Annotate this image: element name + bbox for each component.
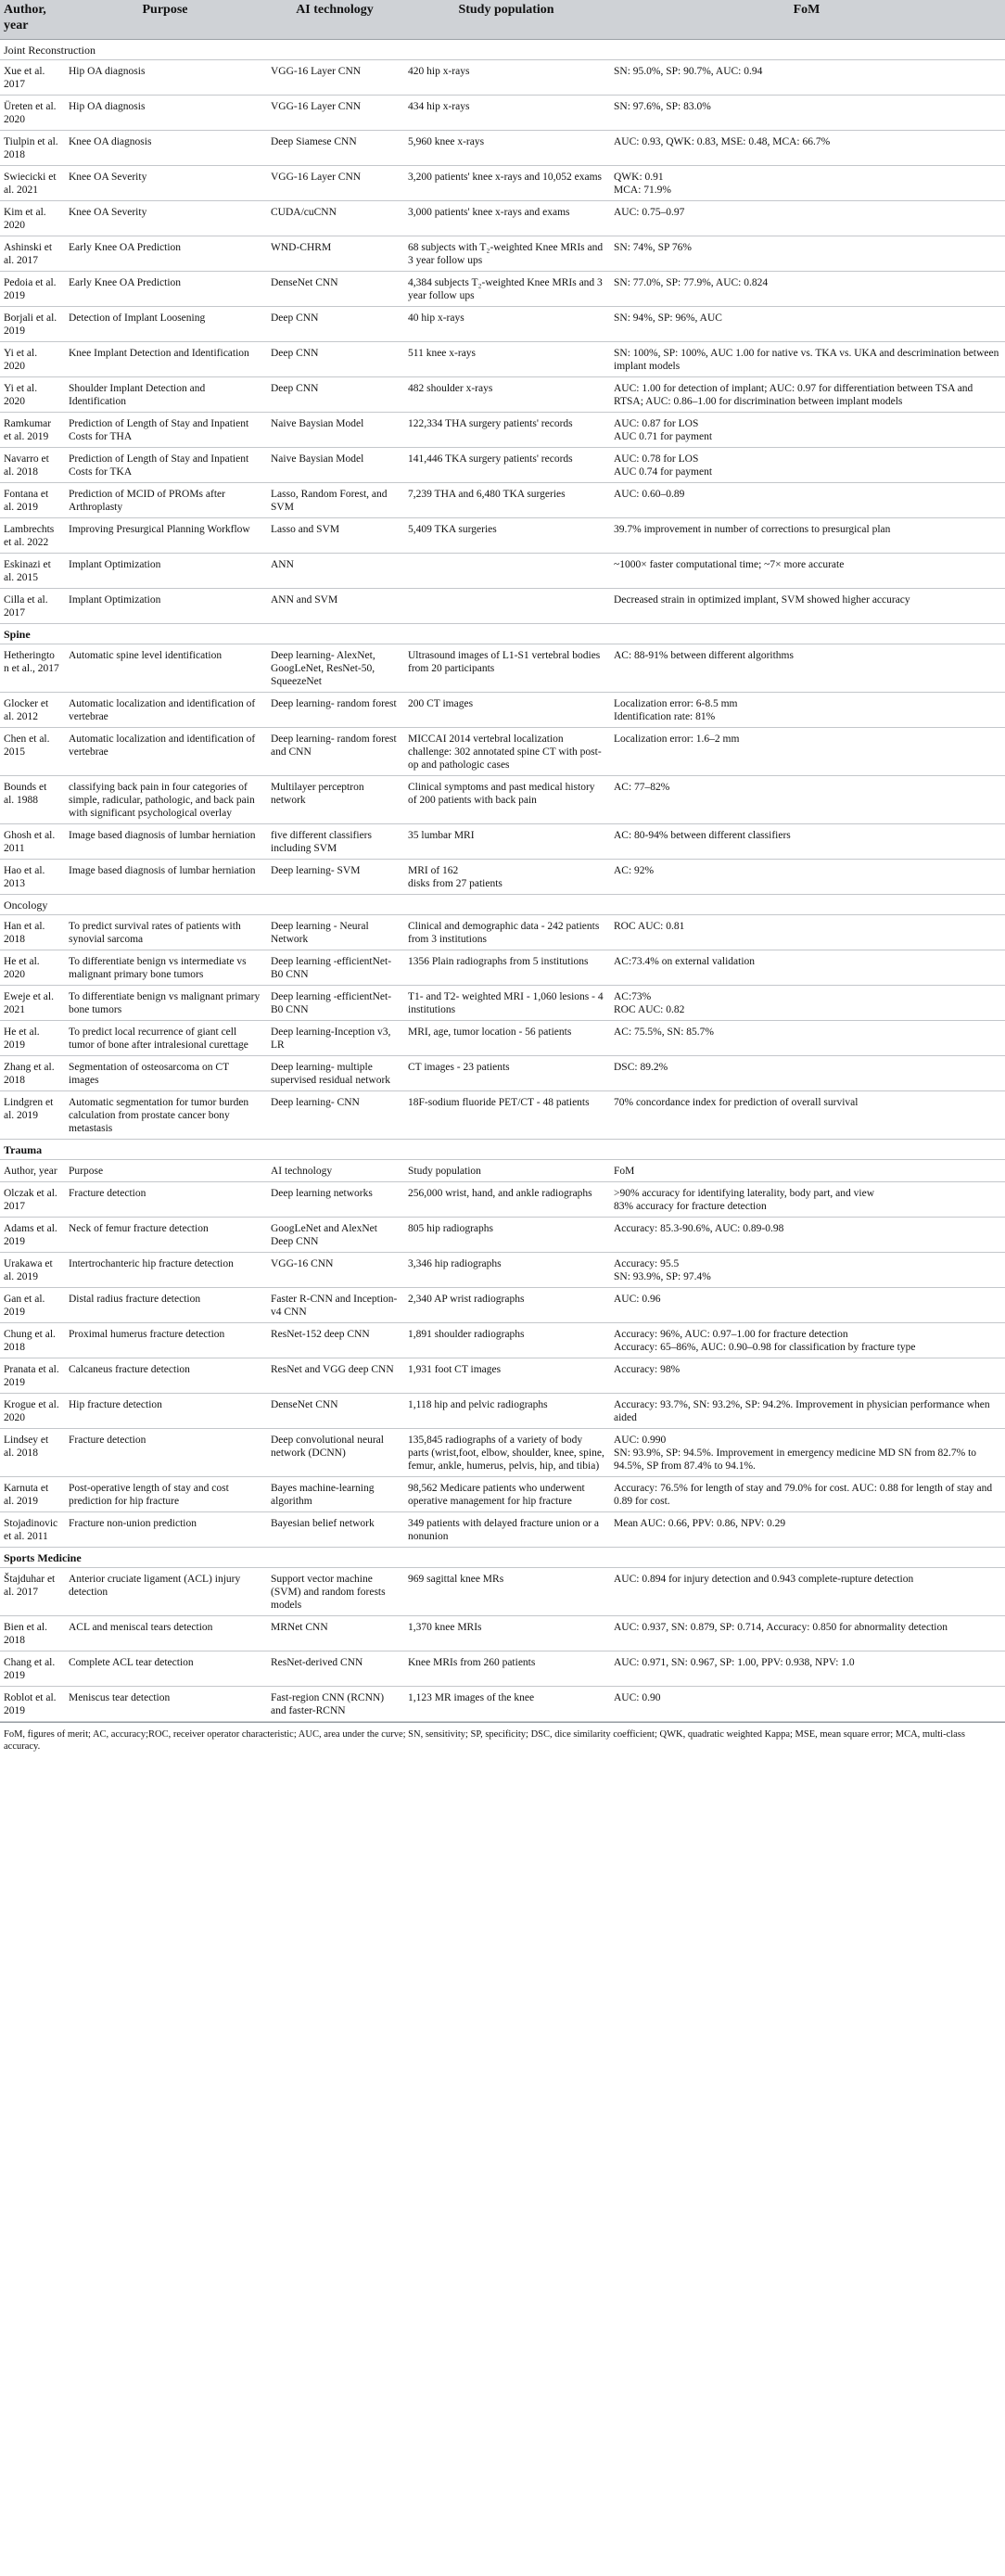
cell-purpose: Automatic segmentation for tumor burden calculation from prostate cancer bony metastasis (65, 1091, 267, 1140)
cell-study-population: 1,370 knee MRIs (404, 1616, 610, 1651)
cell-ai-technology: WND-CHRM (267, 236, 404, 272)
table-row (0, 1616, 1005, 1651)
cell-ai-technology: Support vector machine (SVM) and random forests models (267, 1568, 404, 1616)
cell-fom: ROC AUC: 0.81 (610, 915, 1005, 950)
cell-author-year: Lindgren et al. 2019 (0, 1091, 65, 1140)
cell-author-year: Üreten et al. 2020 (0, 96, 65, 131)
cell-fom: SN: 74%, SP 76% (610, 236, 1005, 272)
table-body (0, 40, 1005, 1722)
cell-author-year: Pedoia et al. 2019 (0, 272, 65, 307)
cell-purpose: Prediction of MCID of PROMs after Arthroplasty (65, 483, 267, 518)
cell-fom: SN: 97.6%, SP: 83.0% (610, 96, 1005, 131)
cell-study-population: 969 sagittal knee MRs (404, 1568, 610, 1616)
cell-study-population: 1356 Plain radiographs from 5 institutions (404, 950, 610, 986)
cell-ai-technology: Lasso, Random Forest, and SVM (267, 483, 404, 518)
cell-fom: AC:73% ROC AUC: 0.82 (610, 986, 1005, 1021)
cell-ai-technology: DenseNet CNN (267, 272, 404, 307)
cell-study-population: Knee MRIs from 260 patients (404, 1651, 610, 1687)
cell-study-population: 5,960 knee x-rays (404, 131, 610, 166)
cell-fom: AC: 77–82% (610, 776, 1005, 824)
subheader-cell: AI technology (267, 1160, 404, 1182)
cell-author-year: Borjali et al. 2019 (0, 307, 65, 342)
cell-ai-technology: Deep learning -efficientNet-B0 CNN (267, 986, 404, 1021)
table-row (0, 1394, 1005, 1429)
cell-purpose: Prediction of Length of Stay and Inpatient Costs for TKA (65, 448, 267, 483)
cell-purpose: Hip fracture detection (65, 1394, 267, 1429)
header-ai-technology: AI technology (267, 0, 404, 40)
cell-fom: ~1000× faster computational time; ~7× more accurate (610, 554, 1005, 589)
cell-author-year: Swiecicki et al. 2021 (0, 166, 65, 201)
cell-author-year: He et al. 2019 (0, 1021, 65, 1056)
cell-fom: AUC: 0.60–0.89 (610, 483, 1005, 518)
cell-fom: AC: 88-91% between different algorithms (610, 644, 1005, 693)
table-row (0, 272, 1005, 307)
cell-author-year: Chang et al. 2019 (0, 1651, 65, 1687)
cell-ai-technology: Naive Baysian Model (267, 448, 404, 483)
cell-purpose: To predict survival rates of patients with synovial sarcoma (65, 915, 267, 950)
cell-purpose: classifying back pain in four categories of simple, radicular, pathologic, and back pain with significant psychological overlay (65, 776, 267, 824)
cell-fom: AUC: 0.990 SN: 93.9%, SP: 94.5%. Improvement in emergency medicine MD SN from 82.7% to 94.5%, SP from 87.4% to 94.1%. (610, 1429, 1005, 1477)
cell-author-year: Urakawa et al. 2019 (0, 1253, 65, 1288)
cell-study-population: 2,340 AP wrist radiographs (404, 1288, 610, 1323)
cell-author-year: Chen et al. 2015 (0, 728, 65, 776)
cell-purpose: ACL and meniscal tears detection (65, 1616, 267, 1651)
cell-study-population: 420 hip x-rays (404, 60, 610, 96)
cell-purpose: Post-operative length of stay and cost prediction for hip fracture (65, 1477, 267, 1512)
cell-fom: AUC: 0.937, SN: 0.879, SP: 0.714, Accuracy: 0.850 for abnormality detection (610, 1616, 1005, 1651)
cell-fom: Accuracy: 76.5% for length of stay and 79.0% for cost. AUC: 0.88 for length of stay and 0.89 for cost. (610, 1477, 1005, 1512)
cell-ai-technology: Bayesian belief network (267, 1512, 404, 1548)
cell-study-population: 482 shoulder x-rays (404, 377, 610, 413)
cell-ai-technology: Faster R-CNN and Inception-v4 CNN (267, 1288, 404, 1323)
cell-study-population: 98,562 Medicare patients who underwent operative management for hip fracture (404, 1477, 610, 1512)
cell-purpose: Early Knee OA Prediction (65, 272, 267, 307)
subheader-cell: Author, year (0, 1160, 65, 1182)
subheader-cell: Purpose (65, 1160, 267, 1182)
cell-ai-technology: GoogLeNet and AlexNet Deep CNN (267, 1218, 404, 1253)
cell-author-year: Ramkumar et al. 2019 (0, 413, 65, 448)
cell-study-population: 805 hip radiographs (404, 1218, 610, 1253)
cell-purpose: Knee OA diagnosis (65, 131, 267, 166)
cell-fom: Localization error: 1.6–2 mm (610, 728, 1005, 776)
cell-ai-technology: Deep learning-Inception v3, LR (267, 1021, 404, 1056)
table-row (0, 377, 1005, 413)
section-subheader-row (0, 1160, 1005, 1182)
section-row-spine (0, 624, 1005, 644)
cell-fom: Accuracy: 95.5 SN: 93.9%, SP: 97.4% (610, 1253, 1005, 1288)
cell-fom: AUC: 0.75–0.97 (610, 201, 1005, 236)
cell-author-year: Krogue et al. 2020 (0, 1394, 65, 1429)
cell-study-population: 434 hip x-rays (404, 96, 610, 131)
cell-purpose: Early Knee OA Prediction (65, 236, 267, 272)
section-title: Oncology (0, 895, 1005, 915)
cell-purpose: Hip OA diagnosis (65, 60, 267, 96)
cell-ai-technology: ResNet-152 deep CNN (267, 1323, 404, 1358)
cell-study-population: 35 lumbar MRI (404, 824, 610, 860)
cell-purpose: To differentiate benign vs malignant primary bone tumors (65, 986, 267, 1021)
cell-purpose: Automatic localization and identification of vertebrae (65, 728, 267, 776)
cell-ai-technology: Deep learning- random forest and CNN (267, 728, 404, 776)
table-row (0, 1358, 1005, 1394)
section-row-trauma (0, 1140, 1005, 1160)
cell-author-year: Cilla et al. 2017 (0, 589, 65, 624)
cell-author-year: Eskinazi et al. 2015 (0, 554, 65, 589)
cell-author-year: Hetherington et al., 2017 (0, 644, 65, 693)
cell-author-year: Tiulpin et al. 2018 (0, 131, 65, 166)
cell-ai-technology: Deep CNN (267, 307, 404, 342)
cell-fom: SN: 94%, SP: 96%, AUC (610, 307, 1005, 342)
cell-author-year: Roblot et al. 2019 (0, 1687, 65, 1722)
cell-study-population: 4,384 subjects T₂-weighted Knee MRIs and 3 year follow ups (404, 272, 610, 307)
cell-purpose: Meniscus tear detection (65, 1687, 267, 1722)
cell-fom: Localization error: 6-8.5 mm Identification rate: 81% (610, 693, 1005, 728)
cell-purpose: Fracture non-union prediction (65, 1512, 267, 1548)
cell-ai-technology: DenseNet CNN (267, 1394, 404, 1429)
cell-ai-technology: Deep learning- multiple supervised residual network (267, 1056, 404, 1091)
cell-fom: AC: 75.5%, SN: 85.7% (610, 1021, 1005, 1056)
cell-purpose: Neck of femur fracture detection (65, 1218, 267, 1253)
table-row (0, 201, 1005, 236)
cell-author-year: Pranata et al. 2019 (0, 1358, 65, 1394)
table-row (0, 448, 1005, 483)
cell-ai-technology: Deep learning networks (267, 1182, 404, 1218)
cell-purpose: Hip OA diagnosis (65, 96, 267, 131)
cell-author-year: Adams et al. 2019 (0, 1218, 65, 1253)
cell-study-population: 1,118 hip and pelvic radiographs (404, 1394, 610, 1429)
cell-author-year: Bounds et al. 1988 (0, 776, 65, 824)
cell-study-population (404, 554, 610, 589)
cell-study-population: 200 CT images (404, 693, 610, 728)
table-row (0, 60, 1005, 96)
cell-author-year: Štajduhar et al. 2017 (0, 1568, 65, 1616)
cell-ai-technology: ResNet-derived CNN (267, 1651, 404, 1687)
cell-purpose: Automatic localization and identification of vertebrae (65, 693, 267, 728)
cell-study-population: Clinical symptoms and past medical history of 200 patients with back pain (404, 776, 610, 824)
cell-study-population: 141,446 TKA surgery patients' records (404, 448, 610, 483)
cell-purpose: Automatic spine level identification (65, 644, 267, 693)
cell-study-population: 1,123 MR images of the knee (404, 1687, 610, 1722)
cell-fom: AUC: 1.00 for detection of implant; AUC: 0.97 for differentiation between TSA and RTSA; AUC: 0.86–1.00 for discrimination between implant models (610, 377, 1005, 413)
table-row (0, 518, 1005, 554)
cell-purpose: Knee Implant Detection and Identification (65, 342, 267, 377)
table-header-row (0, 0, 1005, 40)
cell-ai-technology: VGG-16 Layer CNN (267, 166, 404, 201)
cell-fom: SN: 77.0%, SP: 77.9%, AUC: 0.824 (610, 272, 1005, 307)
cell-fom: AC: 92% (610, 860, 1005, 895)
cell-purpose: Detection of Implant Loosening (65, 307, 267, 342)
cell-study-population: CT images - 23 patients (404, 1056, 610, 1091)
cell-fom: Mean AUC: 0.66, PPV: 0.86, NPV: 0.29 (610, 1512, 1005, 1548)
section-title: Sports Medicine (0, 1548, 1005, 1568)
cell-study-population: 256,000 wrist, hand, and ankle radiographs (404, 1182, 610, 1218)
table-row (0, 131, 1005, 166)
cell-fom: QWK: 0.91 MCA: 71.9% (610, 166, 1005, 201)
cell-author-year: Han et al. 2018 (0, 915, 65, 950)
cell-author-year: Stojadinovic et al. 2011 (0, 1512, 65, 1548)
cell-study-population: MRI, age, tumor location - 56 patients (404, 1021, 610, 1056)
cell-ai-technology: Deep learning - Neural Network (267, 915, 404, 950)
cell-author-year: Hao et al. 2013 (0, 860, 65, 895)
cell-ai-technology: VGG-16 CNN (267, 1253, 404, 1288)
table-row (0, 589, 1005, 624)
cell-study-population: 135,845 radiographs of a variety of body parts (wrist,foot, elbow, shoulder, knee, spine, femur, ankle, humerus, pelvis, hip, and tibia) (404, 1429, 610, 1477)
header-purpose: Purpose (65, 0, 267, 40)
subheader-cell: Study population (404, 1160, 610, 1182)
cell-study-population: 511 knee x-rays (404, 342, 610, 377)
table-row (0, 644, 1005, 693)
cell-author-year: Glocker et al. 2012 (0, 693, 65, 728)
cell-ai-technology: Bayes machine-learning algorithm (267, 1477, 404, 1512)
cell-purpose: Anterior cruciate ligament (ACL) injury detection (65, 1568, 267, 1616)
cell-author-year: Lindsey et al. 2018 (0, 1429, 65, 1477)
cell-fom: Accuracy: 93.7%, SN: 93.2%, SP: 94.2%. Improvement in physician performance when aided (610, 1394, 1005, 1429)
table-row (0, 1056, 1005, 1091)
cell-ai-technology: Lasso and SVM (267, 518, 404, 554)
cell-study-population: MRI of 162 disks from 27 patients (404, 860, 610, 895)
cell-study-population (404, 589, 610, 624)
header-author-year: Author, year (0, 0, 65, 40)
cell-study-population: 7,239 THA and 6,480 TKA surgeries (404, 483, 610, 518)
cell-purpose: Knee OA Severity (65, 166, 267, 201)
cell-author-year: Kim et al. 2020 (0, 201, 65, 236)
cell-study-population: Clinical and demographic data - 242 patients from 3 institutions (404, 915, 610, 950)
table-row (0, 824, 1005, 860)
cell-author-year: Zhang et al. 2018 (0, 1056, 65, 1091)
cell-fom: AC:73.4% on external validation (610, 950, 1005, 986)
cell-purpose: Improving Presurgical Planning Workflow (65, 518, 267, 554)
cell-study-population: 5,409 TKA surgeries (404, 518, 610, 554)
table-row (0, 1477, 1005, 1512)
table-row (0, 1687, 1005, 1722)
cell-author-year: Gan et al. 2019 (0, 1288, 65, 1323)
cell-fom: Accuracy: 96%, AUC: 0.97–1.00 for fracture detection Accuracy: 65–86%, AUC: 0.90–0.98 for classification by fracture type (610, 1323, 1005, 1358)
cell-study-population: 18F-sodium fluoride PET/CT - 48 patients (404, 1091, 610, 1140)
cell-ai-technology: Deep Siamese CNN (267, 131, 404, 166)
table-row (0, 483, 1005, 518)
cell-ai-technology: VGG-16 Layer CNN (267, 96, 404, 131)
cell-purpose: Implant Optimization (65, 589, 267, 624)
cell-ai-technology: MRNet CNN (267, 1616, 404, 1651)
cell-study-population: 122,334 THA surgery patients' records (404, 413, 610, 448)
cell-fom: AUC: 0.971, SN: 0.967, SP: 1.00, PPV: 0.938, NPV: 1.0 (610, 1651, 1005, 1687)
cell-ai-technology: ResNet and VGG deep CNN (267, 1358, 404, 1394)
cell-author-year: Bien et al. 2018 (0, 1616, 65, 1651)
cell-author-year: Navarro et al. 2018 (0, 448, 65, 483)
cell-study-population: MICCAI 2014 vertebral localization challenge: 302 annotated spine CT with post-op and pathologic cases (404, 728, 610, 776)
table-row (0, 728, 1005, 776)
cell-purpose: Prediction of Length of Stay and Inpatient Costs for THA (65, 413, 267, 448)
cell-fom: 39.7% improvement in number of corrections to presurgical plan (610, 518, 1005, 554)
table-row (0, 915, 1005, 950)
table-row (0, 693, 1005, 728)
cell-fom: AUC: 0.87 for LOS AUC 0.71 for payment (610, 413, 1005, 448)
cell-purpose: Image based diagnosis of lumbar herniation (65, 824, 267, 860)
cell-author-year: Karnuta et al. 2019 (0, 1477, 65, 1512)
cell-fom: 70% concordance index for prediction of overall survival (610, 1091, 1005, 1140)
cell-ai-technology: Deep learning- CNN (267, 1091, 404, 1140)
cell-fom: Accuracy: 85.3-90.6%, AUC: 0.89-0.98 (610, 1218, 1005, 1253)
cell-fom: DSC: 89.2% (610, 1056, 1005, 1091)
cell-ai-technology: Deep learning- SVM (267, 860, 404, 895)
cell-fom: AC: 80-94% between different classifiers (610, 824, 1005, 860)
cell-author-year: Chung et al. 2018 (0, 1323, 65, 1358)
cell-fom: Accuracy: 98% (610, 1358, 1005, 1394)
table-row (0, 342, 1005, 377)
cell-author-year: Lambrechts et al. 2022 (0, 518, 65, 554)
cell-ai-technology: Deep learning -efficientNet-B0 CNN (267, 950, 404, 986)
cell-purpose: Calcaneus fracture detection (65, 1358, 267, 1394)
table-row (0, 1091, 1005, 1140)
section-row-oncology (0, 895, 1005, 915)
cell-fom: AUC: 0.894 for injury detection and 0.943 complete-rupture detection (610, 1568, 1005, 1616)
cell-author-year: Eweje et al. 2021 (0, 986, 65, 1021)
cell-fom: SN: 100%, SP: 100%, AUC 1.00 for native vs. TKA vs. UKA and descrimination between implant models (610, 342, 1005, 377)
cell-purpose: Intertrochanteric hip fracture detection (65, 1253, 267, 1288)
cell-study-population: Ultrasound images of L1-S1 vertebral bodies from 20 participants (404, 644, 610, 693)
cell-purpose: Knee OA Severity (65, 201, 267, 236)
cell-study-population: 349 patients with delayed fracture union or a nonunion (404, 1512, 610, 1548)
cell-study-population: 40 hip x-rays (404, 307, 610, 342)
cell-study-population: 1,891 shoulder radiographs (404, 1323, 610, 1358)
table-row (0, 950, 1005, 986)
cell-purpose: Implant Optimization (65, 554, 267, 589)
cell-purpose: To predict local recurrence of giant cell tumor of bone after intralesional curettage (65, 1021, 267, 1056)
table-row (0, 1512, 1005, 1548)
table-footnote: FoM, figures of merit; AC, accuracy;ROC, receiver operator characteristic; AUC, area under the curve; SN, sensitivity; SP, specificity; DSC, dice similarity coefficient; QWK, quadratic weighted Kappa; MSE, mean square error; MCA, multi-class accuracy. (0, 1722, 1005, 1753)
table-row (0, 1651, 1005, 1687)
header-study-population: Study population (404, 0, 610, 40)
subheader-cell: FoM (610, 1160, 1005, 1182)
cell-author-year: Ashinski et al. 2017 (0, 236, 65, 272)
cell-fom: SN: 95.0%, SP: 90.7%, AUC: 0.94 (610, 60, 1005, 96)
section-row-sports-medicine (0, 1548, 1005, 1568)
cell-study-population: 3,346 hip radiographs (404, 1253, 610, 1288)
section-title: Joint Reconstruction (0, 40, 1005, 60)
cell-purpose: Distal radius fracture detection (65, 1288, 267, 1323)
cell-ai-technology: ANN (267, 554, 404, 589)
table-row (0, 776, 1005, 824)
cell-author-year: Yi et al. 2020 (0, 377, 65, 413)
cell-fom: AUC: 0.90 (610, 1687, 1005, 1722)
cell-purpose: To differentiate benign vs intermediate vs malignant primary bone tumors (65, 950, 267, 986)
cell-ai-technology: Deep learning- random forest (267, 693, 404, 728)
table-row (0, 413, 1005, 448)
table-row (0, 166, 1005, 201)
cell-study-population: 68 subjects with T₂-weighted Knee MRIs and 3 year follow ups (404, 236, 610, 272)
table-row (0, 1218, 1005, 1253)
cell-ai-technology: CUDA/cuCNN (267, 201, 404, 236)
cell-ai-technology: Deep CNN (267, 377, 404, 413)
cell-purpose: Shoulder Implant Detection and Identification (65, 377, 267, 413)
cell-ai-technology: Naive Baysian Model (267, 413, 404, 448)
cell-fom: AUC: 0.96 (610, 1288, 1005, 1323)
table-row (0, 1429, 1005, 1477)
cell-author-year: Xue et al. 2017 (0, 60, 65, 96)
cell-author-year: Ghosh et al. 2011 (0, 824, 65, 860)
cell-study-population: 3,200 patients' knee x-rays and 10,052 exams (404, 166, 610, 201)
header-fom: FoM (610, 0, 1005, 40)
cell-fom: AUC: 0.93, QWK: 0.83, MSE: 0.48, MCA: 66.7% (610, 131, 1005, 166)
cell-purpose: Proximal humerus fracture detection (65, 1323, 267, 1358)
cell-ai-technology: five different classifiers including SVM (267, 824, 404, 860)
table-row (0, 986, 1005, 1021)
cell-study-population: T1- and T2- weighted MRI - 1,060 lesions - 4 institutions (404, 986, 610, 1021)
cell-study-population: 1,931 foot CT images (404, 1358, 610, 1394)
table-row (0, 554, 1005, 589)
section-title: Trauma (0, 1140, 1005, 1160)
section-row-joint-reconstruction (0, 40, 1005, 60)
cell-purpose: Complete ACL tear detection (65, 1651, 267, 1687)
table-row (0, 1288, 1005, 1323)
cell-fom: Decreased strain in optimized implant, SVM showed higher accuracy (610, 589, 1005, 624)
cell-study-population: 3,000 patients' knee x-rays and exams (404, 201, 610, 236)
cell-ai-technology: Deep convolutional neural network (DCNN) (267, 1429, 404, 1477)
table-row (0, 1182, 1005, 1218)
cell-ai-technology: ANN and SVM (267, 589, 404, 624)
cell-author-year: Yi et al. 2020 (0, 342, 65, 377)
cell-author-year: Fontana et al. 2019 (0, 483, 65, 518)
table-row (0, 307, 1005, 342)
cell-ai-technology: Deep learning- AlexNet, GoogLeNet, ResNet-50, SqueezeNet (267, 644, 404, 693)
cell-author-year: He et al. 2020 (0, 950, 65, 986)
table-row (0, 1253, 1005, 1288)
table-row (0, 1021, 1005, 1056)
cell-ai-technology: Deep CNN (267, 342, 404, 377)
cell-fom: >90% accuracy for identifying laterality, body part, and view 83% accuracy for fracture detection (610, 1182, 1005, 1218)
cell-fom: AUC: 0.78 for LOS AUC 0.74 for payment (610, 448, 1005, 483)
cell-purpose: Segmentation of osteosarcoma on CT images (65, 1056, 267, 1091)
cell-ai-technology: Multilayer perceptron network (267, 776, 404, 824)
cell-ai-technology: Fast-region CNN (RCNN) and faster-RCNN (267, 1687, 404, 1722)
section-title: Spine (0, 624, 1005, 644)
table-row (0, 1568, 1005, 1616)
cell-ai-technology: VGG-16 Layer CNN (267, 60, 404, 96)
table-row (0, 1323, 1005, 1358)
cell-purpose: Fracture detection (65, 1429, 267, 1477)
cell-purpose: Fracture detection (65, 1182, 267, 1218)
table-row (0, 860, 1005, 895)
cell-author-year: Olczak et al. 2017 (0, 1182, 65, 1218)
table-row (0, 236, 1005, 272)
table-row (0, 96, 1005, 131)
cell-purpose: Image based diagnosis of lumbar herniation (65, 860, 267, 895)
